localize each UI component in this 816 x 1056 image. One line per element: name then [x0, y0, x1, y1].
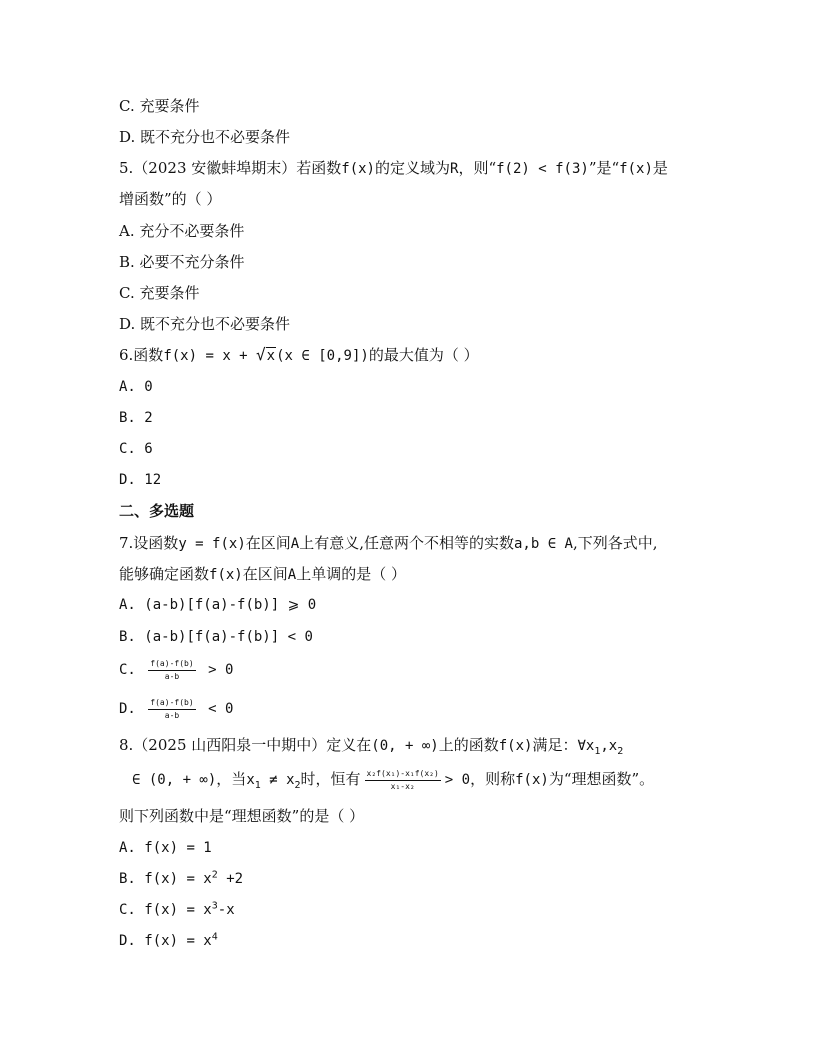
q7-opt-d-fraction [148, 698, 195, 721]
q7-option-a [119, 595, 776, 615]
q8-opt-d-label: D. [119, 933, 136, 949]
q7-l2-set-a: A [287, 567, 297, 583]
q7-stem-line2 [119, 564, 776, 585]
q7-option-d [119, 697, 776, 721]
q8-option-a [119, 838, 776, 858]
q7-opt-a-label: A. [119, 597, 136, 613]
q5-tail: 是 [652, 159, 668, 177]
q8-prefix: 8.（2025 山西阳泉一中期中）定义在 [119, 736, 372, 754]
q8-end2: 为“理想函数”。 [548, 770, 655, 788]
q7-mid: 在区间 [245, 534, 291, 552]
prev-option-d: D. 既不充分也不必要条件 [119, 128, 291, 146]
q8-sub1: 1 [594, 746, 601, 757]
q6-option-d: D. 12 [119, 472, 162, 488]
q8-in-interval: ∈ (0, + ∞) [132, 772, 217, 788]
prev-option-c: C. 充要条件 [119, 97, 200, 115]
q7-l2-mid: 在区间 [242, 565, 288, 583]
q8-end: 满足： [532, 736, 578, 754]
q8-fx2: f(x) [515, 772, 549, 788]
q7-prefix: 7.设函数 [119, 534, 179, 552]
sqrt-symbol: √x [256, 345, 276, 364]
q8-stem-line1 [119, 735, 776, 756]
q8-x1-sub: 1 [254, 780, 261, 791]
q7-opt-c-relation: > 0 [208, 662, 234, 678]
section-title-multi-choice: 二、多选题 [119, 502, 195, 520]
q7-l2-prefix: 能够确定函数 [119, 565, 210, 583]
q8-call: ，则称 [470, 770, 516, 788]
q5-domain: R [450, 161, 459, 177]
q5-mid: 的定义域为 [374, 159, 450, 177]
q6-radicand: x [266, 348, 276, 364]
q7-l2-fx: f(x) [209, 567, 243, 583]
q8-opt-c-label: C. [119, 902, 136, 918]
q7-opt-d-denominator: a-b [164, 710, 180, 720]
q5-fx: f(x) [341, 161, 375, 177]
q8-interval: (0, + ∞) [371, 738, 439, 754]
q6-option-a: A. 0 [119, 379, 153, 395]
q8-opt-b-expr: f(x) = x [144, 871, 212, 887]
q5-condition: f(2) < f(3) [496, 161, 589, 177]
q7-opt-c-label: C. [119, 662, 136, 678]
q8-opt-d-exponent: 4 [211, 931, 218, 943]
q7-expr: y = f(x) [178, 536, 246, 552]
q8-opt-a-expr: f(x) = 1 [144, 840, 212, 856]
q8-opt-c-exponent: 3 [211, 900, 218, 912]
q7-opt-d-label: D. [119, 701, 136, 717]
q7-set-a: A [290, 536, 300, 552]
q7-option-b [119, 627, 776, 647]
q8-x2: ,x [600, 738, 618, 754]
q8-opt-b-exponent: 2 [211, 869, 218, 881]
q7-opt-c-numerator: f(a)-f(b) [148, 659, 195, 671]
q7-opt-b-expr: (a-b)[f(a)-f(b)] < 0 [144, 629, 313, 645]
q8-option-d [119, 931, 776, 951]
q7-opt-c-denominator: a-b [164, 671, 180, 681]
q8-fx: f(x) [498, 738, 533, 754]
q6-option-b: B. 2 [119, 410, 153, 426]
q7-l2-end: 上单调的是（ ） [296, 565, 406, 583]
q7-mid2: 上有意义,任意两个不相等的实数 [299, 534, 514, 552]
q8-opt-d-expr: f(x) = x [144, 933, 212, 949]
q7-ab: a,b ∈ A [513, 536, 573, 552]
q8-opt-c-tail: -x [217, 902, 235, 918]
q8-option-c [119, 900, 776, 920]
q7-opt-a-expr: (a-b)[f(a)-f(b)] ⩾ 0 [144, 597, 317, 613]
q8-stem-line2 [132, 766, 776, 793]
q8-relation: > 0 [444, 772, 471, 788]
q8-forall: ∀x [577, 738, 595, 754]
q5-quote: ”是“ [588, 159, 620, 177]
q7-end: ,下列各式中, [573, 534, 658, 552]
q8-denominator: x₁-x₂ [390, 781, 415, 791]
q5-option-b: B. 必要不充分条件 [119, 253, 245, 271]
q8-numerator: x₂f(x₁)-x₁f(x₂) [365, 769, 441, 781]
q8-opt-a-label: A. [119, 840, 136, 856]
q8-opt-c-expr: f(x) = x [144, 902, 212, 918]
q5-prefix: 5.（2023 安徽蚌埠期末）若函数 [119, 159, 342, 177]
q8-mid: 上的函数 [438, 736, 499, 754]
q7-option-c [119, 658, 776, 682]
q5-option-a: A. 充分不必要条件 [119, 222, 245, 240]
q8-mid2: 时，恒有 [300, 770, 361, 788]
q7-opt-b-label: B. [119, 629, 136, 645]
q5-stem-line1 [119, 158, 776, 179]
q6-suffix: 的最大值为（ ） [368, 346, 479, 364]
q6-expr-a: f(x) = x + [163, 348, 257, 364]
q6-expr-b: (x ∈ [0,9]) [276, 348, 369, 364]
q6-stem [119, 345, 776, 366]
q5-option-c: C. 充要条件 [119, 284, 200, 302]
q5-stem-line2: 增函数”的（ ） [119, 190, 222, 208]
q8-when: ，当 [216, 770, 247, 788]
q8-x2-sub: 2 [294, 780, 301, 791]
q5-option-d: D. 既不充分也不必要条件 [119, 315, 291, 333]
q8-sub2: 2 [617, 746, 624, 757]
q7-stem-line1 [119, 533, 776, 554]
q8-stem-line3: 则下列函数中是“理想函数”的是（ ） [119, 807, 365, 825]
q8-option-b [119, 869, 776, 889]
q8-opt-b-tail: +2 [217, 871, 244, 887]
q7-opt-d-relation: < 0 [208, 701, 234, 717]
q8-neq: ≠ x [260, 772, 295, 788]
q6-option-c: C. 6 [119, 441, 153, 457]
q8-opt-b-label: B. [119, 871, 136, 887]
q5-rest: ，则“ [458, 159, 497, 177]
q8-x1: x [246, 772, 255, 788]
q8-fraction [365, 769, 441, 792]
q6-prefix: 6.函数 [119, 346, 164, 364]
q7-opt-d-numerator: f(a)-f(b) [148, 698, 195, 710]
q7-opt-c-fraction [148, 659, 195, 682]
q5-fx2: f(x) [619, 161, 653, 177]
